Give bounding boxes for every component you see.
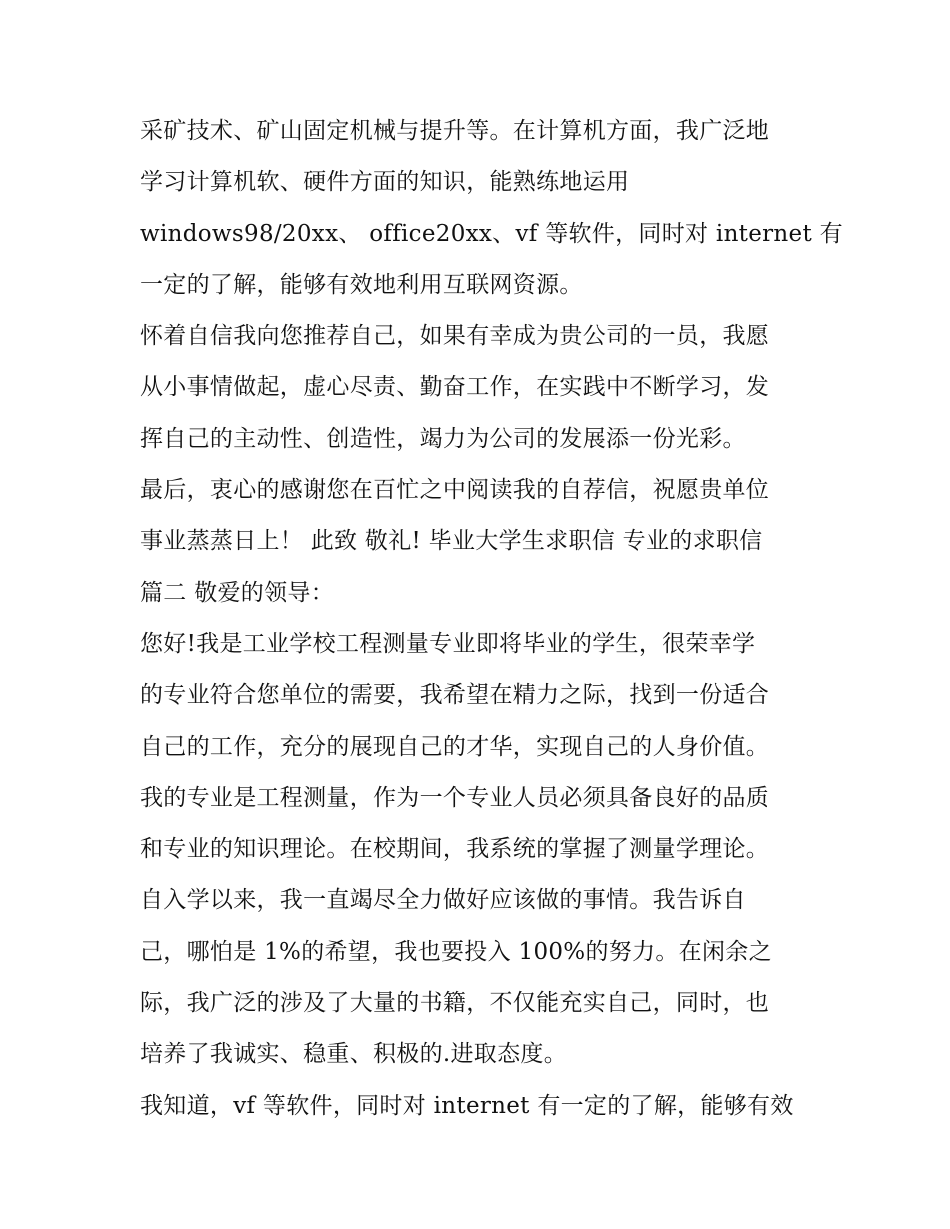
- text-line: 采矿技术、矿山固定机械与提升等。在计算机方面，我广泛地: [140, 118, 770, 144]
- text-line: 事业蒸蒸日上！ 此致 敬礼! 毕业大学生求职信 专业的求职信: [140, 528, 763, 555]
- text-line: 的专业符合您单位的需要，我希望在精力之际，找到一份适合: [140, 682, 770, 709]
- text-line: windows98/20xx、 office20xx、vf 等软件，同时对 internet 有: [140, 220, 843, 247]
- text-line: 您好!我是工业学校工程测量专业即将毕业的学生，很荣幸学: [140, 630, 756, 657]
- text-line: 怀着自信我向您推荐自己，如果有幸成为贵公司的一员，我愿: [140, 323, 770, 350]
- text-line: 自己的工作，充分的展现自己的才华，实现自己的人身价值。: [140, 733, 770, 760]
- text-line: 己，哪怕是 1%的希望，我也要投入 100%的努力。在闲余之: [140, 938, 772, 965]
- text-line: 我的专业是工程测量，作为一个专业人员必须具备良好的品质: [140, 784, 770, 811]
- text-line: 际，我广泛的涉及了大量的书籍，不仅能充实自己，同时，也: [140, 990, 770, 1017]
- text-line: 和专业的知识理论。在校期间，我系统的掌握了测量学理论。: [140, 836, 770, 863]
- text-line: 从小事情做起，虚心尽责、勤奋工作，在实践中不断学习，发: [140, 374, 770, 401]
- text-line: 培养了我诚实、稳重、积极的.进取态度。: [140, 1041, 568, 1068]
- text-line: 篇二 敬爱的领导：: [140, 579, 335, 606]
- text-line: 学习计算机软、硬件方面的知识，能熟练地运用: [140, 169, 630, 196]
- text-line: 自入学以来，我一直竭尽全力做好应该做的事情。我告诉自: [140, 887, 746, 914]
- text-line: 挥自己的主动性、创造性，竭力为公司的发展添一份光彩。: [140, 425, 746, 452]
- document-body: [140, 106, 843, 1132]
- text-line: 我知道，vf 等软件，同时对 internet 有一定的了解，能够有效: [140, 1092, 794, 1119]
- text-line: 一定的了解，能够有效地利用互联网资源。: [140, 271, 583, 298]
- text-line: 最后，衷心的感谢您在百忙之中阅读我的自荐信，祝愿贵单位: [140, 477, 770, 504]
